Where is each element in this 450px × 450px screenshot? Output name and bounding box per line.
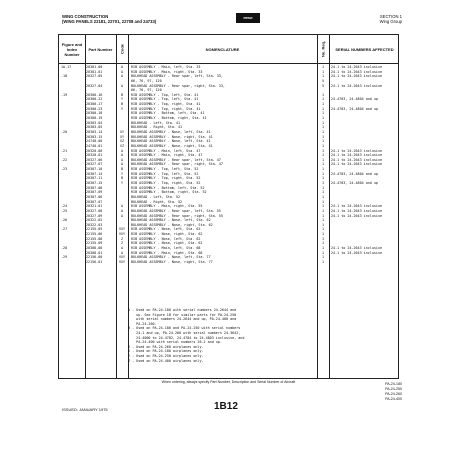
part-number-cell: 20307-11: [86, 176, 103, 181]
serial-cell: 24-1 to 24-2643 inclusive: [331, 250, 383, 255]
note-line: Y - Used on PA-24-250 airplanes only.: [128, 353, 204, 358]
code-cell: A: [120, 83, 124, 88]
qty-cell: 1: [321, 69, 325, 74]
part-number-cell: 20300-16: [86, 92, 103, 97]
code-cell: Y: [120, 106, 124, 111]
code-cell: A: [120, 65, 124, 69]
model-name: PA-24-250: [385, 387, 402, 391]
nomenclature-cell: RIB ASSEMBLY - Bottom, left, Sta. 41: [131, 111, 205, 116]
part-number-cell: 22155-09: [86, 241, 103, 246]
note-line: up. See Figure 1B for similar parts for PA-24-250: [128, 312, 237, 317]
note-line: PA-24-400 with serial numbers 26-2 and up.: [128, 340, 222, 345]
part-number-cell: 20327-05: [86, 74, 103, 79]
section-title: WING CONSTRUCTION: [62, 14, 109, 19]
table-body: [59, 65, 398, 265]
nomenclature-cell: 66, 76, 97, 120: [131, 88, 162, 93]
qty-cell: 1: [321, 227, 325, 232]
index-cell: -19: [61, 92, 68, 97]
part-number-cell: 20308-00: [86, 245, 103, 250]
nomenclature-cell: RIB ASSEMBLY - Top, right, Sta. 41: [131, 106, 201, 111]
nomenclature-cell: RIB ASSEMBLY - Top, left, Sta. 41: [131, 92, 199, 97]
part-number-cell: 20307-06: [86, 194, 103, 199]
code-cell: Y: [120, 97, 124, 102]
nomenclature-cell: BULKHEAD ASSEMBLY - Nose, right, Sta. 41: [131, 143, 213, 148]
nomenclature-cell: RIB ASSEMBLY - Bottom, right, Sta. 52: [131, 190, 207, 195]
nomenclature-cell: RIB ASSEMBLY - Main, left, Sta. 33: [131, 65, 201, 69]
code-cell: Y: [120, 181, 124, 186]
nomenclature-cell: RIB ASSEMBLY - Top, right, Sta. 41: [131, 102, 201, 107]
serial-cell: 24-4783, 24-4804 and up: [331, 181, 378, 186]
serial-cell: 24-4783, 24-4804 and up: [331, 171, 378, 176]
nomenclature-cell: BULKHEAD ASSEMBLY - Nose, right, Sta. 62: [131, 222, 213, 227]
code-cell: VXY: [118, 232, 126, 237]
qty-cell: 1: [321, 148, 325, 153]
serial-cell: 24-4783, 24-4804 and up: [331, 97, 378, 102]
nomenclature-cell: BULKHEAD ASSEMBLY - Rear spar, left, Sta. 33,: [131, 74, 223, 79]
code-cell: A: [120, 153, 124, 158]
table-header: [59, 35, 398, 64]
note-line: PA-24-260.: [128, 321, 157, 326]
qty-cell: 1: [321, 232, 325, 237]
part-number-cell: 20307-07: [86, 199, 103, 204]
serial-cell: 24-1 to 24-2643 inclusive: [331, 162, 383, 167]
code-cell: A: [120, 148, 124, 153]
code-cell: A: [120, 213, 124, 218]
header-right: [380, 14, 402, 24]
part-number-cell: 20307-09: [86, 190, 103, 195]
note-line: 24-1 and up, PA-24-260 with serial numbers 24-3642,: [128, 330, 241, 335]
index-cell: -18: [61, 74, 68, 79]
qty-cell: 1: [321, 250, 325, 255]
qty-cell: 1: [321, 162, 325, 167]
nomenclature-cell: RIB ASSEMBLY - Main, right, Sta. 55: [131, 204, 203, 209]
header-nomenclature: NOMENCLATURE: [205, 46, 240, 52]
code-cell: Z: [120, 236, 124, 241]
model-name: PA-24-260: [385, 392, 402, 396]
code-cell: A: [120, 69, 124, 74]
nomenclature-cell: BULKHEAD - Left, Sta. 41: [131, 120, 180, 125]
qty-cell: 1: [321, 153, 325, 158]
serial-cell: 24-4783, 24-4804 and up: [331, 106, 378, 111]
nomenclature-cell: 66, 76, 97, 120: [131, 78, 162, 83]
qty-cell: 1: [321, 92, 325, 97]
part-number-cell: 22156-01: [86, 259, 103, 264]
qty-cell: 1: [321, 111, 325, 116]
model-name: PA-24-400: [385, 397, 402, 401]
index-cell: -23: [61, 167, 68, 172]
code-cell: A: [120, 245, 124, 250]
qty-cell: 1: [321, 222, 325, 227]
part-number-cell: 20300-23: [86, 106, 103, 111]
code-cell: A: [120, 162, 124, 167]
nomenclature-cell: RIB ASSEMBLY - Top, left, Sta. 41: [131, 97, 199, 102]
qty-cell: 1: [321, 199, 325, 204]
note-line: 24-4000 to 24-4782, 24-4784 to 24-4803 inclusive, and: [128, 335, 245, 340]
nomenclature-cell: RIB ASSEMBLY - Main, left, Sta. 68: [131, 245, 201, 250]
nomenclature-cell: BULKHEAD ASSEMBLY - Nose, left, Sta. 77: [131, 255, 211, 260]
code-cell: VZ: [119, 143, 125, 148]
nomenclature-cell: RIB ASSEMBLY - Top, right, Sta. 52: [131, 181, 201, 186]
part-number-cell: 20303-15: [86, 134, 103, 139]
part-number-cell: 22156-00: [86, 255, 103, 260]
code-cell: A: [120, 74, 124, 79]
index-cell: -28: [61, 245, 68, 250]
part-number-cell: 20327-08: [86, 208, 103, 213]
table-row: [59, 260, 398, 265]
qty-cell: 1: [321, 218, 325, 223]
nomenclature-cell: RIB ASSEMBLY - Nose, right, Sta. 62: [131, 241, 203, 246]
page-number: 1B12: [214, 401, 238, 412]
qty-cell: 1: [321, 176, 325, 181]
code-cell: B: [120, 102, 124, 107]
header-qty: No. Req.: [320, 40, 326, 58]
part-number-cell: 20303-14: [86, 129, 103, 134]
serial-cell: 24-1 to 24-2643 inclusive: [331, 148, 383, 153]
part-number-cell: 20307-14: [86, 171, 103, 176]
part-number-cell: 24740-01: [86, 143, 103, 148]
qty-cell: 1: [321, 102, 325, 107]
qty-cell: 5: [321, 83, 325, 88]
index-cell: 1A-17: [61, 65, 72, 69]
qty-cell: 1: [321, 125, 325, 130]
qty-cell: 1: [321, 65, 325, 69]
header-serial: SERIAL NUMBERS AFFECTED: [335, 46, 394, 52]
code-cell: VZ: [119, 139, 125, 144]
note-line: V - Used on PA-24-260 airplanes only.: [128, 344, 204, 349]
nomenclature-cell: BULKHEAD ASSEMBLY - Rear spar, right, Sta. 55: [131, 213, 223, 218]
qty-cell: 1: [321, 116, 325, 121]
code-cell: XY: [119, 129, 125, 134]
model-name: PA-24-180: [385, 382, 402, 386]
nomenclature-cell: BULKHEAD ASSEMBLY - Nose, right, Sta. 41: [131, 134, 213, 139]
nomenclature-cell: BULKHEAD ASSEMBLY - Nose, left, Sta. 62: [131, 218, 211, 223]
qty-cell: 1: [321, 171, 325, 176]
part-number-cell: 20322-02: [86, 218, 103, 223]
code-cell: Z: [120, 241, 124, 246]
qty-cell: 1: [321, 259, 325, 264]
part-number-cell: 20300-18: [86, 111, 103, 116]
qty-cell: 1: [321, 181, 325, 186]
model-list: [385, 382, 402, 402]
part-number-cell: 20301-01: [86, 69, 103, 74]
part-number-cell: 20303-04: [86, 120, 103, 125]
qty-cell: 1: [321, 185, 325, 190]
part-number-cell: 20300-22: [86, 97, 103, 102]
qty-cell: 1: [321, 143, 325, 148]
section-number: SECTION 1: [379, 14, 402, 19]
nomenclature-cell: RIB ASSEMBLY - Top, right, Sta. 52: [131, 176, 201, 181]
serial-cell: 24-1 to 24-2643 inclusive: [331, 157, 383, 162]
code-cell: VXY: [118, 259, 126, 264]
note-line: A - Used on PA-24-180 with serial numbers 24-2644 and: [128, 308, 237, 312]
nomenclature-cell: RIB ASSEMBLY - Bottom, left, Sta. 52: [131, 185, 205, 190]
nomenclature-cell: RIB ASSEMBLY - Nose, left, Sta. 62: [131, 227, 201, 232]
code-cell: A: [120, 204, 124, 209]
qty-cell: 1: [321, 74, 325, 79]
note-line: with serial numbers 24-2644 and up, PA-24-400 and: [128, 317, 237, 322]
qty-cell: 1: [321, 245, 325, 250]
part-number-cell: 22155-08: [86, 236, 103, 241]
qty-cell: 1: [321, 208, 325, 213]
part-number-cell: 20327-09: [86, 213, 103, 218]
note-line: X - Used on PA-24-180 airplanes only.: [128, 349, 204, 354]
index-cell: -29: [61, 255, 68, 260]
serial-cell: 24-1 to 24-2643 inclusive: [331, 65, 383, 69]
code-cell: A: [120, 208, 124, 213]
code-cell: B: [120, 167, 124, 172]
qty-cell: 1: [321, 134, 325, 139]
part-number-cell: 20327-07: [86, 162, 103, 167]
serial-cell: 24-1 to 24-2643 inclusive: [331, 74, 383, 79]
part-number-cell: 22155-06: [86, 232, 103, 237]
serial-cell: 24-1 to 24-2643 inclusive: [331, 208, 383, 213]
part-number-cell: 20320-01: [86, 153, 103, 158]
part-number-cell: 24740-00: [86, 139, 103, 144]
nomenclature-cell: RIB ASSEMBLY - Main, right, Sta. 47: [131, 153, 203, 158]
note-line: Z - Used on PA-24-400 airplanes only.: [128, 358, 204, 363]
qty-cell: 1: [321, 167, 325, 172]
nomenclature-cell: BULKHEAD - Right, Sta. 52: [131, 199, 183, 204]
nomenclature-cell: BULKHEAD ASSEMBLY - Nose, right, Sta. 77: [131, 259, 213, 264]
code-cell: XY: [119, 134, 125, 139]
issued-date: ISSUED: JANUARY 1975: [62, 407, 108, 412]
nomenclature-cell: RIB ASSEMBLY - Top, left, Sta. 52: [131, 167, 199, 172]
code-cell: A: [120, 250, 124, 255]
nomenclature-cell: RIB ASSEMBLY - Bottom, right, Sta. 41: [131, 116, 207, 121]
part-number-cell: 20301-00: [86, 65, 103, 69]
serial-cell: 24-1 to 24-2643 inclusive: [331, 245, 383, 250]
index-cell: -22: [61, 157, 68, 162]
note-line: B - Used on PA-24-180 and PA-24-250 with serial numbers: [128, 326, 241, 331]
nomenclature-cell: RIB ASSEMBLY - Nose, right, Sta. 62: [131, 232, 203, 237]
qty-cell: 1: [321, 236, 325, 241]
group-name: Wing Group: [379, 19, 402, 24]
code-cell: B: [120, 176, 124, 181]
nomenclature-cell: RIB ASSEMBLY - Main, right, Sta. 68: [131, 250, 203, 255]
nomenclature-cell: RIB ASSEMBLY - Main, left, Sta. 47: [131, 148, 201, 153]
nomenclature-cell: RIB ASSEMBLY - Nose, left, Sta. 62: [131, 236, 201, 241]
part-number-cell: 20300-19: [86, 116, 103, 121]
nomenclature-cell: BULKHEAD ASSEMBLY - Rear spar, right, Sta. 47: [131, 162, 223, 167]
part-number-cell: 20307-10: [86, 167, 103, 172]
part-number-cell: 20303-05: [86, 125, 103, 130]
nomenclature-cell: BULKHEAD ASSEMBLY - Nose, left, Sta. 41: [131, 129, 211, 134]
qty-cell: 1: [321, 157, 325, 162]
index-cell: -26: [61, 218, 68, 223]
nomenclature-cell: BULKHEAD ASSEMBLY - Nose, left, Sta. 41: [131, 139, 211, 144]
index-cell: -20: [61, 129, 68, 134]
nomenclature-cell: BULKHEAD ASSEMBLY - Rear spar, right, Sta. 33,: [131, 83, 225, 88]
qty-cell: 1: [321, 97, 325, 102]
part-number-cell: 20320-00: [86, 148, 103, 153]
serial-cell: 24-1 to 24-2643 inclusive: [331, 69, 383, 74]
ordering-note: When ordering, always specify Part Number, Description and Serial Number of Aircraft: [161, 380, 296, 384]
logo-text: PIPER: [243, 16, 253, 20]
index-cell: -21: [61, 148, 68, 153]
qty-cell: 1: [321, 204, 325, 209]
serial-cell: 24-1 to 24-2643 inclusive: [331, 83, 383, 88]
code-cell: A: [120, 157, 124, 162]
part-number-cell: 20307-15: [86, 181, 103, 186]
header-code: Code: [119, 44, 125, 54]
piper-logo: [236, 13, 260, 23]
nomenclature-cell: RIB ASSEMBLY - Main, right, Sta. 33: [131, 69, 203, 74]
code-notes: [128, 308, 328, 363]
part-number-cell: 20300-17: [86, 102, 103, 107]
nomenclature-cell: BULKHEAD - Left, Sta. 52: [131, 194, 180, 199]
part-number-cell: 20307-08: [86, 185, 103, 190]
qty-cell: 1: [321, 194, 325, 199]
serial-cell: 24-1 to 24-2643 inclusive: [331, 213, 383, 218]
nomenclature-cell: BULKHEAD ASSEMBLY - Rear spar, left, Sta. 47: [131, 157, 221, 162]
code-cell: VXY: [118, 255, 126, 260]
code-cell: B: [120, 92, 124, 97]
qty-cell: 5: [321, 78, 325, 83]
section-subtitle: (WING PANELS 22181, 22701, 22708 and 24733): [62, 19, 157, 24]
part-number-cell: 20322-03: [86, 222, 103, 227]
part-number-cell: 20327-06: [86, 157, 103, 162]
qty-cell: 1: [321, 120, 325, 125]
header-left: [62, 14, 156, 24]
qty-cell: 1: [321, 255, 325, 260]
header-part-number: Part Number: [88, 46, 113, 52]
nomenclature-cell: BULKHEAD ASSEMBLY - Rear spar, left, Sta. 55: [131, 208, 221, 213]
qty-cell: 1: [321, 241, 325, 246]
qty-cell: 1: [321, 106, 325, 111]
nomenclature-cell: RIB ASSEMBLY - Top, left, Sta. 52: [131, 171, 199, 176]
qty-cell: 1: [321, 139, 325, 144]
qty-cell: 1: [321, 213, 325, 218]
index-cell: -24: [61, 204, 68, 209]
part-number-cell: 22155-05: [86, 227, 103, 232]
qty-cell: 1: [321, 190, 325, 195]
part-number-cell: 20308-01: [86, 250, 103, 255]
code-cell: Y: [120, 171, 124, 176]
nomenclature-cell: BULKHEAD - Right, Sta. 41: [131, 125, 183, 130]
index-cell: -25: [61, 208, 68, 213]
header-index: Figure and Index Number: [61, 41, 83, 57]
serial-cell: 24-1 to 24-2643 inclusive: [331, 153, 383, 158]
part-number-cell: 20321-01: [86, 204, 103, 209]
code-cell: VXY: [118, 227, 126, 232]
serial-cell: 24-1 to 24-2643 inclusive: [331, 204, 383, 209]
qty-cell: 1: [321, 129, 325, 134]
index-cell: -27: [61, 227, 68, 232]
part-number-cell: 20327-04: [86, 83, 103, 88]
